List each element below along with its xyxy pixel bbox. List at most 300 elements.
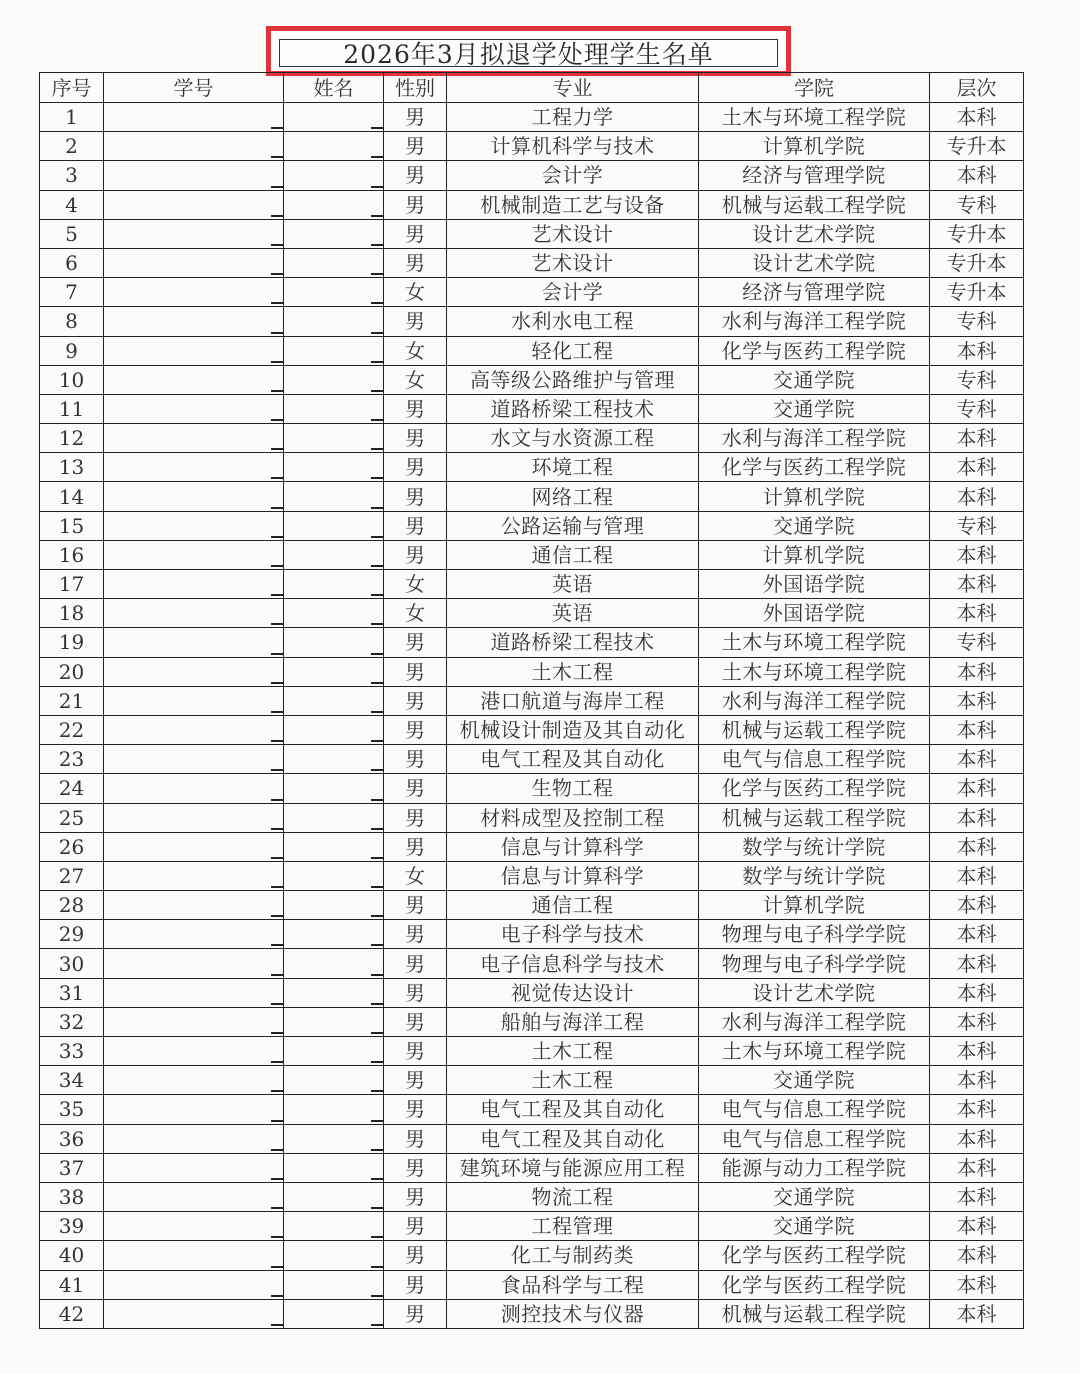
- table-row: [40, 453, 1024, 482]
- cell-major: 水利水电工程: [447, 307, 699, 336]
- cell-level: 本科: [930, 745, 1024, 774]
- cell-name: [284, 219, 384, 248]
- cell-seq: 38: [40, 1182, 104, 1211]
- cell-student-id: [104, 1153, 284, 1182]
- cell-college: 化学与医药工程学院: [699, 1241, 930, 1270]
- table-row: [40, 978, 1024, 1007]
- cell-major: 会计学: [447, 278, 699, 307]
- table-row: [40, 1124, 1024, 1153]
- table-row: [40, 103, 1024, 132]
- cell-student-id: [104, 949, 284, 978]
- cell-name: [284, 336, 384, 365]
- cell-major: 化工与制药类: [447, 1241, 699, 1270]
- cell-sex: 男: [384, 978, 447, 1007]
- table-header-row: [40, 73, 1024, 103]
- cell-college: 外国语学院: [699, 570, 930, 599]
- cell-level: 专科: [930, 190, 1024, 219]
- cell-college: 电气与信息工程学院: [699, 745, 930, 774]
- cell-level: 本科: [930, 686, 1024, 715]
- cell-major: 材料成型及控制工程: [447, 803, 699, 832]
- cell-seq: 10: [40, 365, 104, 394]
- table-row: [40, 1182, 1024, 1211]
- cell-level: 专科: [930, 511, 1024, 540]
- cell-seq: 23: [40, 745, 104, 774]
- cell-student-id: [104, 453, 284, 482]
- cell-sex: 男: [384, 1066, 447, 1095]
- cell-level: 本科: [930, 891, 1024, 920]
- cell-seq: 36: [40, 1124, 104, 1153]
- cell-seq: 24: [40, 774, 104, 803]
- cell-major: 土木工程: [447, 657, 699, 686]
- cell-seq: 12: [40, 424, 104, 453]
- cell-sex: 男: [384, 1241, 447, 1270]
- cell-student-id: [104, 219, 284, 248]
- table-row: [40, 803, 1024, 832]
- cell-sex: 男: [384, 1095, 447, 1124]
- cell-name: [284, 1095, 384, 1124]
- cell-major: 信息与计算科学: [447, 861, 699, 890]
- cell-seq: 20: [40, 657, 104, 686]
- table-row: [40, 278, 1024, 307]
- cell-sex: 男: [384, 657, 447, 686]
- cell-sex: 男: [384, 132, 447, 161]
- student-list-table: [39, 72, 1024, 1329]
- cell-student-id: [104, 803, 284, 832]
- cell-name: [284, 1153, 384, 1182]
- cell-college: 土木与环境工程学院: [699, 657, 930, 686]
- cell-name: [284, 657, 384, 686]
- table-row: [40, 1037, 1024, 1066]
- cell-student-id: [104, 1124, 284, 1153]
- cell-student-id: [104, 832, 284, 861]
- cell-level: 专科: [930, 307, 1024, 336]
- cell-sex: 男: [384, 219, 447, 248]
- cell-college: 计算机学院: [699, 132, 930, 161]
- table-row: [40, 190, 1024, 219]
- cell-name: [284, 774, 384, 803]
- cell-name: [284, 832, 384, 861]
- cell-seq: 22: [40, 715, 104, 744]
- cell-student-id: [104, 657, 284, 686]
- cell-seq: 16: [40, 540, 104, 569]
- title-highlight-box: [266, 26, 791, 76]
- cell-level: 本科: [930, 1212, 1024, 1241]
- cell-level: 本科: [930, 920, 1024, 949]
- cell-major: 通信工程: [447, 891, 699, 920]
- cell-major: 测控技术与仪器: [447, 1299, 699, 1328]
- cell-name: [284, 745, 384, 774]
- cell-level: 本科: [930, 453, 1024, 482]
- cell-major: 生物工程: [447, 774, 699, 803]
- cell-college: 经济与管理学院: [699, 161, 930, 190]
- cell-name: [284, 1182, 384, 1211]
- cell-student-id: [104, 161, 284, 190]
- table-row: [40, 949, 1024, 978]
- cell-sex: 男: [384, 161, 447, 190]
- cell-level: 本科: [930, 1037, 1024, 1066]
- cell-seq: 19: [40, 628, 104, 657]
- cell-name: [284, 453, 384, 482]
- table-row: [40, 891, 1024, 920]
- cell-student-id: [104, 1241, 284, 1270]
- cell-major: 船舶与海洋工程: [447, 1007, 699, 1036]
- cell-sex: 男: [384, 745, 447, 774]
- cell-student-id: [104, 978, 284, 1007]
- cell-college: 设计艺术学院: [699, 978, 930, 1007]
- cell-major: 通信工程: [447, 540, 699, 569]
- cell-seq: 8: [40, 307, 104, 336]
- cell-sex: 男: [384, 1270, 447, 1299]
- cell-sex: 男: [384, 1007, 447, 1036]
- cell-sex: 男: [384, 1124, 447, 1153]
- cell-major: 电气工程及其自动化: [447, 1095, 699, 1124]
- cell-name: [284, 278, 384, 307]
- cell-level: 本科: [930, 336, 1024, 365]
- table-row: [40, 832, 1024, 861]
- table-row: [40, 920, 1024, 949]
- cell-name: [284, 715, 384, 744]
- table-body: [40, 103, 1024, 1329]
- cell-name: [284, 1007, 384, 1036]
- cell-student-id: [104, 774, 284, 803]
- cell-name: [284, 307, 384, 336]
- cell-college: 机械与运载工程学院: [699, 715, 930, 744]
- cell-college: 土木与环境工程学院: [699, 1037, 930, 1066]
- table-row: [40, 1153, 1024, 1182]
- cell-college: 设计艺术学院: [699, 219, 930, 248]
- cell-student-id: [104, 745, 284, 774]
- cell-student-id: [104, 394, 284, 423]
- cell-college: 经济与管理学院: [699, 278, 930, 307]
- cell-level: 本科: [930, 832, 1024, 861]
- cell-college: 物理与电子科学学院: [699, 920, 930, 949]
- cell-major: 电子科学与技术: [447, 920, 699, 949]
- cell-level: 本科: [930, 1270, 1024, 1299]
- cell-student-id: [104, 1037, 284, 1066]
- cell-major: 环境工程: [447, 453, 699, 482]
- cell-name: [284, 949, 384, 978]
- cell-major: 电子信息科学与技术: [447, 949, 699, 978]
- cell-major: 工程管理: [447, 1212, 699, 1241]
- cell-seq: 35: [40, 1095, 104, 1124]
- cell-sex: 男: [384, 891, 447, 920]
- cell-level: 本科: [930, 949, 1024, 978]
- cell-name: [284, 1066, 384, 1095]
- cell-sex: 女: [384, 278, 447, 307]
- cell-name: [284, 1124, 384, 1153]
- cell-name: [284, 190, 384, 219]
- cell-major: 机械制造工艺与设备: [447, 190, 699, 219]
- cell-level: 本科: [930, 161, 1024, 190]
- cell-major: 高等级公路维护与管理: [447, 365, 699, 394]
- cell-sex: 女: [384, 861, 447, 890]
- cell-level: 本科: [930, 1241, 1024, 1270]
- cell-name: [284, 686, 384, 715]
- cell-major: 艺术设计: [447, 219, 699, 248]
- cell-student-id: [104, 190, 284, 219]
- cell-level: 本科: [930, 1095, 1024, 1124]
- table-row: [40, 1066, 1024, 1095]
- cell-seq: 42: [40, 1299, 104, 1328]
- cell-seq: 33: [40, 1037, 104, 1066]
- cell-student-id: [104, 1212, 284, 1241]
- cell-seq: 29: [40, 920, 104, 949]
- cell-student-id: [104, 570, 284, 599]
- cell-major: 信息与计算科学: [447, 832, 699, 861]
- cell-college: 水利与海洋工程学院: [699, 424, 930, 453]
- cell-major: 道路桥梁工程技术: [447, 628, 699, 657]
- cell-sex: 女: [384, 336, 447, 365]
- cell-major: 土木工程: [447, 1037, 699, 1066]
- cell-sex: 男: [384, 920, 447, 949]
- cell-sex: 男: [384, 511, 447, 540]
- cell-college: 计算机学院: [699, 540, 930, 569]
- cell-name: [284, 861, 384, 890]
- header-name: 姓名: [284, 73, 384, 103]
- cell-student-id: [104, 482, 284, 511]
- cell-sex: 男: [384, 949, 447, 978]
- cell-major: 道路桥梁工程技术: [447, 394, 699, 423]
- cell-level: 本科: [930, 978, 1024, 1007]
- cell-college: 计算机学院: [699, 891, 930, 920]
- cell-level: 本科: [930, 657, 1024, 686]
- cell-college: 土木与环境工程学院: [699, 628, 930, 657]
- cell-college: 交通学院: [699, 394, 930, 423]
- cell-level: 专升本: [930, 278, 1024, 307]
- cell-college: 机械与运载工程学院: [699, 803, 930, 832]
- cell-seq: 34: [40, 1066, 104, 1095]
- cell-major: 土木工程: [447, 1066, 699, 1095]
- table-row: [40, 1007, 1024, 1036]
- table-row: [40, 219, 1024, 248]
- cell-seq: 26: [40, 832, 104, 861]
- cell-name: [284, 132, 384, 161]
- cell-student-id: [104, 861, 284, 890]
- cell-sex: 男: [384, 628, 447, 657]
- cell-major: 工程力学: [447, 103, 699, 132]
- cell-seq: 11: [40, 394, 104, 423]
- cell-college: 化学与医药工程学院: [699, 774, 930, 803]
- cell-college: 设计艺术学院: [699, 248, 930, 277]
- cell-sex: 男: [384, 1037, 447, 1066]
- table-row: [40, 511, 1024, 540]
- cell-sex: 男: [384, 248, 447, 277]
- cell-major: 视觉传达设计: [447, 978, 699, 1007]
- table-row: [40, 307, 1024, 336]
- table-row: [40, 365, 1024, 394]
- cell-major: 水文与水资源工程: [447, 424, 699, 453]
- cell-sex: 女: [384, 570, 447, 599]
- cell-student-id: [104, 715, 284, 744]
- cell-sex: 男: [384, 1153, 447, 1182]
- cell-name: [284, 482, 384, 511]
- cell-student-id: [104, 540, 284, 569]
- table-row: [40, 424, 1024, 453]
- cell-college: 化学与医药工程学院: [699, 453, 930, 482]
- cell-college: 化学与医药工程学院: [699, 1270, 930, 1299]
- table-row: [40, 1299, 1024, 1328]
- cell-level: 专升本: [930, 219, 1024, 248]
- cell-sex: 男: [384, 774, 447, 803]
- cell-name: [284, 540, 384, 569]
- cell-major: 网络工程: [447, 482, 699, 511]
- cell-major: 轻化工程: [447, 336, 699, 365]
- cell-student-id: [104, 424, 284, 453]
- cell-seq: 41: [40, 1270, 104, 1299]
- cell-seq: 9: [40, 336, 104, 365]
- cell-student-id: [104, 278, 284, 307]
- table-row: [40, 861, 1024, 890]
- cell-name: [284, 1037, 384, 1066]
- table-row: [40, 745, 1024, 774]
- cell-name: [284, 1241, 384, 1270]
- table-row: [40, 394, 1024, 423]
- table-row: [40, 1270, 1024, 1299]
- cell-college: 电气与信息工程学院: [699, 1124, 930, 1153]
- cell-college: 电气与信息工程学院: [699, 1095, 930, 1124]
- cell-sex: 男: [384, 1182, 447, 1211]
- cell-student-id: [104, 1270, 284, 1299]
- cell-student-id: [104, 103, 284, 132]
- cell-name: [284, 978, 384, 1007]
- cell-level: 本科: [930, 1182, 1024, 1211]
- cell-major: 公路运输与管理: [447, 511, 699, 540]
- cell-sex: 男: [384, 394, 447, 423]
- cell-level: 本科: [930, 1124, 1024, 1153]
- cell-college: 数学与统计学院: [699, 832, 930, 861]
- cell-college: 机械与运载工程学院: [699, 190, 930, 219]
- cell-college: 交通学院: [699, 1066, 930, 1095]
- cell-student-id: [104, 307, 284, 336]
- cell-seq: 5: [40, 219, 104, 248]
- table-row: [40, 774, 1024, 803]
- cell-student-id: [104, 1299, 284, 1328]
- table-row: [40, 336, 1024, 365]
- header-college: 学院: [699, 73, 930, 103]
- cell-college: 水利与海洋工程学院: [699, 307, 930, 336]
- cell-seq: 27: [40, 861, 104, 890]
- table-row: [40, 540, 1024, 569]
- cell-college: 化学与医药工程学院: [699, 336, 930, 365]
- cell-seq: 39: [40, 1212, 104, 1241]
- cell-student-id: [104, 132, 284, 161]
- cell-seq: 6: [40, 248, 104, 277]
- cell-student-id: [104, 628, 284, 657]
- cell-level: 本科: [930, 715, 1024, 744]
- cell-level: 本科: [930, 1153, 1024, 1182]
- cell-student-id: [104, 599, 284, 628]
- cell-sex: 男: [384, 190, 447, 219]
- table-row: [40, 161, 1024, 190]
- table-row: [40, 657, 1024, 686]
- cell-college: 能源与动力工程学院: [699, 1153, 930, 1182]
- cell-college: 计算机学院: [699, 482, 930, 511]
- cell-name: [284, 803, 384, 832]
- cell-level: 本科: [930, 540, 1024, 569]
- header-student-id: 学号: [104, 73, 284, 103]
- table-row: [40, 628, 1024, 657]
- table-row: [40, 1095, 1024, 1124]
- cell-name: [284, 511, 384, 540]
- cell-sex: 男: [384, 453, 447, 482]
- table-row: [40, 132, 1024, 161]
- cell-seq: 28: [40, 891, 104, 920]
- cell-level: 专科: [930, 628, 1024, 657]
- cell-level: 本科: [930, 103, 1024, 132]
- cell-college: 土木与环境工程学院: [699, 103, 930, 132]
- cell-name: [284, 1299, 384, 1328]
- cell-college: 交通学院: [699, 1212, 930, 1241]
- cell-name: [284, 424, 384, 453]
- cell-sex: 女: [384, 599, 447, 628]
- cell-major: 英语: [447, 570, 699, 599]
- cell-college: 机械与运载工程学院: [699, 1299, 930, 1328]
- cell-student-id: [104, 1007, 284, 1036]
- cell-seq: 14: [40, 482, 104, 511]
- cell-student-id: [104, 686, 284, 715]
- cell-student-id: [104, 1095, 284, 1124]
- cell-major: 英语: [447, 599, 699, 628]
- cell-major: 电气工程及其自动化: [447, 745, 699, 774]
- cell-student-id: [104, 891, 284, 920]
- cell-student-id: [104, 248, 284, 277]
- cell-college: 数学与统计学院: [699, 861, 930, 890]
- cell-level: 本科: [930, 861, 1024, 890]
- table-row: [40, 482, 1024, 511]
- header-sex: 性别: [384, 73, 447, 103]
- cell-seq: 15: [40, 511, 104, 540]
- cell-college: 外国语学院: [699, 599, 930, 628]
- cell-name: [284, 103, 384, 132]
- cell-level: 本科: [930, 1066, 1024, 1095]
- cell-name: [284, 891, 384, 920]
- header-seq: 序号: [40, 73, 104, 103]
- table-row: [40, 1241, 1024, 1270]
- cell-name: [284, 570, 384, 599]
- cell-sex: 女: [384, 365, 447, 394]
- cell-level: 本科: [930, 1007, 1024, 1036]
- cell-level: 专升本: [930, 248, 1024, 277]
- cell-major: 艺术设计: [447, 248, 699, 277]
- cell-level: 本科: [930, 599, 1024, 628]
- cell-college: 物理与电子科学学院: [699, 949, 930, 978]
- cell-level: 本科: [930, 482, 1024, 511]
- cell-seq: 3: [40, 161, 104, 190]
- cell-name: [284, 1212, 384, 1241]
- table-row: [40, 599, 1024, 628]
- cell-seq: 32: [40, 1007, 104, 1036]
- cell-student-id: [104, 511, 284, 540]
- cell-sex: 男: [384, 103, 447, 132]
- cell-seq: 7: [40, 278, 104, 307]
- cell-seq: 37: [40, 1153, 104, 1182]
- cell-sex: 男: [384, 832, 447, 861]
- cell-seq: 40: [40, 1241, 104, 1270]
- table-row: [40, 686, 1024, 715]
- cell-sex: 男: [384, 482, 447, 511]
- cell-sex: 男: [384, 307, 447, 336]
- cell-seq: 4: [40, 190, 104, 219]
- cell-sex: 男: [384, 803, 447, 832]
- cell-name: [284, 365, 384, 394]
- cell-major: 会计学: [447, 161, 699, 190]
- cell-seq: 18: [40, 599, 104, 628]
- cell-sex: 男: [384, 686, 447, 715]
- cell-seq: 31: [40, 978, 104, 1007]
- cell-student-id: [104, 365, 284, 394]
- cell-seq: 25: [40, 803, 104, 832]
- cell-level: 本科: [930, 424, 1024, 453]
